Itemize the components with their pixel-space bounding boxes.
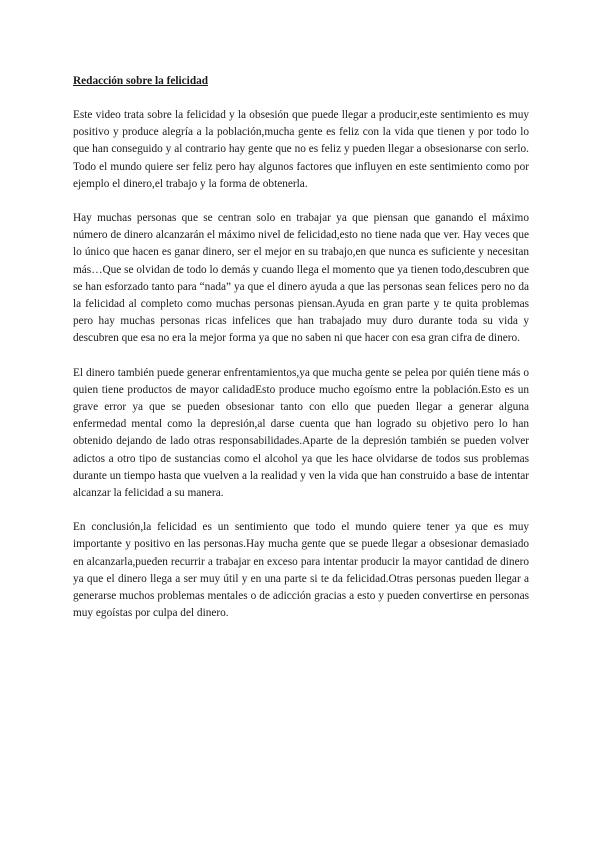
paragraph-intro: Este video trata sobre la felicidad y la obsesión que puede llegar a producir,este sentimiento es muy positivo y produce alegría a la población,mucha gente es feliz con la vida que tienen y por todo lo que han conseguido y al contrario hay gente que no es feliz y pueden llegar a obsesionarse con serlo. Todo el mundo quiere ser feliz pero hay algunos factores que influyen en este sentimiento como por ejemplo el dinero,el trabajo y la forma de obtenerla. [73, 109, 529, 190]
paragraph-money: El dinero también puede generar enfrentamientos,ya que mucha gente se pelea por quién tiene más o quien tiene productos de mayor calidadEsto produce mucho egoísmo entre la población.Esto es un grave error ya que se pueden obsesionar tanto con ello que pueden llegar a generar alguna enfermedad mental como la depresión,al darse cuenta que han logrado su objetivo pero lo han obtenido dejando de lado otras responsabilidades.Aparte de la depresión también se pueden volver adictos a otro tipo de sustancias como el alcohol ya que les hace olvidarse de todos sus problemas durante un tiempo hasta que vuelven a la realidad y ven la vida que han construido a base de intentar alcanzar la felicidad a su manera. [73, 366, 529, 500]
paragraph-work: Hay muchas personas que se centran solo en trabajar ya que piensan que ganando el máximo número de dinero alcanzarán el máximo nivel de felicidad,esto no tiene nada que ver. Hay veces que lo único que hacen es ganar dinero, ser el mejor en su trabajo,en que nunca es suficiente y necesitan más…Que se olvidan de todo lo demás y cuando llega el momento que ya tienen todo,descubren que se han esforzado tanto para “nada” ya que el dinero ayuda a que las personas sean felices pero no da la felicidad al completo como muchas personas piensan.Ayuda en gran parte y te quita problemas pero hay muchas personas ricas infelices que han trabajado muy duro durante toda su vida y descubren que esa no era la mejor forma ya que no saben ni que hacer con esa gran cifra de dinero. [73, 212, 529, 345]
paragraph-conclusion: En conclusión,la felicidad es un sentimiento que todo el mundo quiere tener ya que es muy importante y positivo en las personas.Hay mucha gente que se puede llegar a obsesionar demasiado en alcanzarla,pueden recurrir a trabajar en exceso para intentar producir la mayor cantidad de dinero ya que el dinero llega a ser muy útil y en una parte si te da felicidad.Otras personas pueden llegar a generarse muchos problemas mentales o de adicción gracias a esto y pueden convertirse en personas muy egoístas por culpa del dinero. [73, 521, 529, 620]
document-body [73, 73, 529, 639]
document-title: Redacción sobre la felicidad [73, 75, 209, 87]
